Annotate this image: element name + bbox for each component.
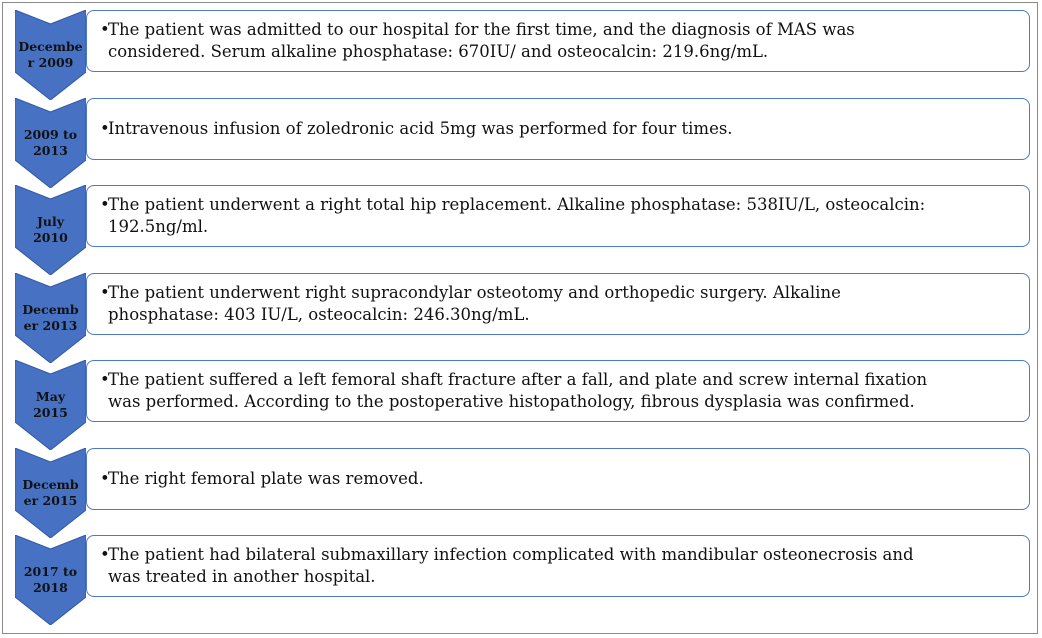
event-date: 2017 to 2018 — [23, 564, 78, 595]
event-line: 192.5ng/ml. — [108, 217, 209, 236]
event-line: The patient underwent a right total hip replacement. Alkaline phosphatase: 538IU/L, osteocalcin: — [108, 195, 926, 214]
bullet-icon: • — [100, 195, 110, 214]
event-date: 2009 to 2013 — [23, 126, 78, 158]
event-description — [100, 19, 1020, 63]
bullet-icon: • — [100, 282, 110, 302]
bullet-icon: • — [100, 370, 110, 389]
event-line: was treated in another hospital. — [108, 567, 376, 586]
event-line: The patient suffered a left femoral shaft fracture after a fall, and plate and screw internal fixation — [108, 370, 928, 389]
event-line: The patient underwent right supracondylar osteotomy and orthopedic surgery. Alkaline — [108, 282, 841, 302]
event-line: The patient had bilateral submaxillary infection complicated with mandibular osteonecrosis and — [108, 545, 914, 564]
event-description — [100, 544, 1020, 588]
event-line: Intravenous infusion of zoledronic acid 5mg was performed for four times. — [108, 118, 733, 138]
event-line: was performed. According to the postoperative histopathology, fibrous dysplasia was confirmed. — [108, 392, 915, 411]
timeline-event — [0, 185, 1042, 277]
timeline-event — [0, 448, 1042, 540]
event-description — [100, 194, 1020, 238]
event-date: Decemb er 2013 — [22, 301, 79, 333]
timeline-event — [0, 535, 1042, 627]
event-date: Decembe r 2009 — [18, 39, 83, 70]
event-description — [100, 369, 1020, 413]
event-date: May 2015 — [33, 389, 68, 420]
event-description — [100, 468, 1020, 490]
bullet-icon: • — [100, 468, 110, 488]
timeline-event — [0, 98, 1042, 190]
event-date: July 2010 — [33, 214, 68, 245]
timeline-event — [0, 273, 1042, 365]
event-date: Decemb er 2015 — [22, 476, 79, 508]
event-description — [100, 282, 1020, 326]
event-line: considered. Serum alkaline phosphatase: 670IU/ and osteocalcin: 219.6ng/mL. — [108, 42, 769, 61]
bullet-icon: • — [100, 545, 110, 564]
timeline-event — [0, 360, 1042, 452]
bullet-icon: • — [100, 118, 110, 138]
timeline-event — [0, 10, 1042, 102]
event-line: phosphatase: 403 IU/L, osteocalcin: 246.30ng/mL. — [108, 304, 530, 324]
bullet-icon: • — [100, 20, 110, 39]
event-description — [100, 118, 1020, 140]
event-line: The patient was admitted to our hospital for the first time, and the diagnosis of MAS was — [108, 20, 855, 39]
event-line: The right femoral plate was removed. — [108, 468, 424, 488]
